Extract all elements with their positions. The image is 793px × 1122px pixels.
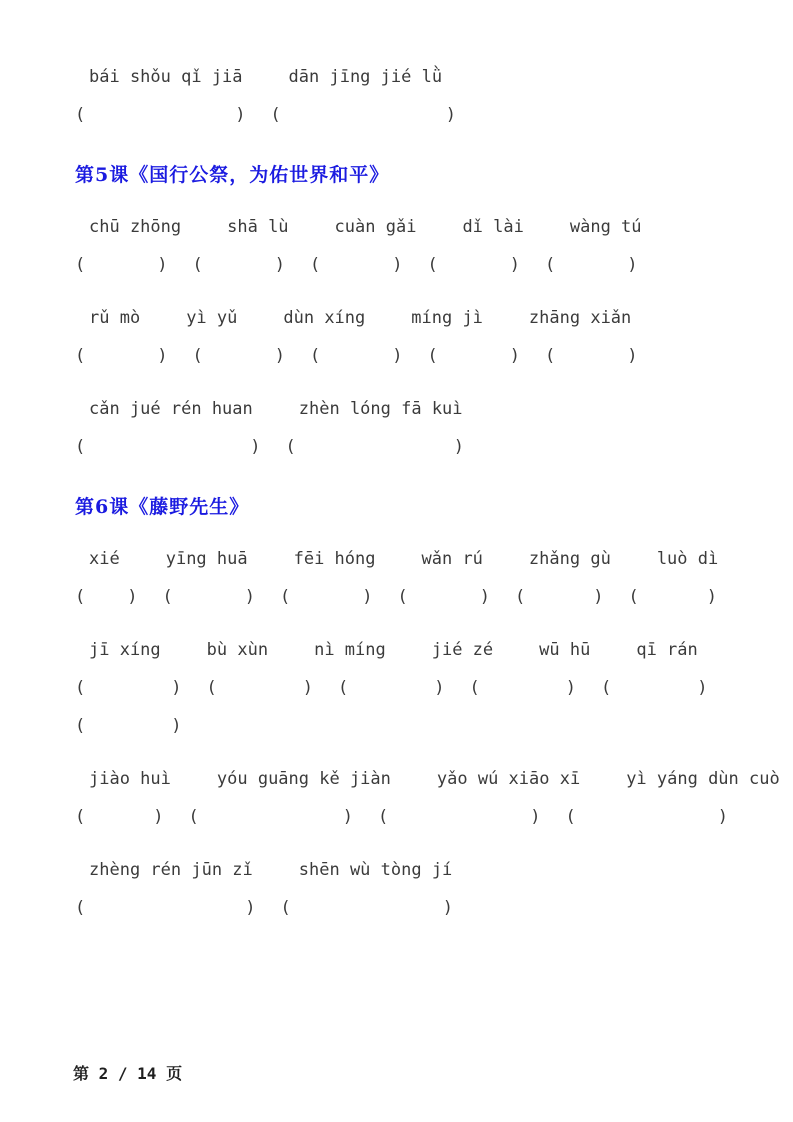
answer-blank <box>75 707 182 745</box>
open-paren: ( <box>378 807 389 827</box>
pinyin-line <box>75 851 748 889</box>
close-paren: ) <box>434 678 445 698</box>
pinyin-word: jié zé <box>431 640 494 660</box>
blank-space <box>320 360 392 361</box>
open-paren: ( <box>310 255 321 275</box>
pinyin-word: zhǎng gù <box>528 549 611 569</box>
blank-space <box>388 821 530 822</box>
pinyin-word: bù xùn <box>206 640 269 660</box>
close-paren: ) <box>157 346 168 366</box>
blank-space <box>408 601 480 602</box>
close-paren: ) <box>342 807 353 827</box>
word-row <box>75 208 748 284</box>
close-paren: ) <box>244 587 255 607</box>
open-paren: ( <box>75 898 86 918</box>
blank-space <box>438 269 510 270</box>
close-paren: ) <box>509 255 520 275</box>
lesson-heading: 第6课《藤野先生》 <box>75 496 250 518</box>
pinyin-word: yǎo wú xiāo xī <box>436 769 581 789</box>
answer-blank <box>75 246 168 284</box>
close-paren: ) <box>392 255 403 275</box>
close-paren: ) <box>127 587 138 607</box>
answer-blank <box>189 798 354 836</box>
answer-blank <box>310 337 403 375</box>
blank-space <box>173 601 245 602</box>
pinyin-word: yì yáng dùn cuò <box>626 769 780 789</box>
blank-line <box>75 669 748 745</box>
blank-space <box>291 912 443 913</box>
worksheet-body <box>75 58 780 927</box>
answer-blank <box>75 337 168 375</box>
close-paren: ) <box>153 807 164 827</box>
open-paren: ( <box>75 105 86 125</box>
answer-blank <box>545 337 638 375</box>
answer-blank <box>193 246 286 284</box>
pinyin-word: wū hū <box>539 640 591 660</box>
blank-space <box>203 269 275 270</box>
close-paren: ) <box>235 105 246 125</box>
answer-blank <box>280 578 373 616</box>
pinyin-line <box>75 760 780 798</box>
close-paren: ) <box>697 678 708 698</box>
blank-space <box>85 730 171 731</box>
open-paren: ( <box>192 255 203 275</box>
close-paren: ) <box>479 587 490 607</box>
blank-space <box>290 601 362 602</box>
answer-blank <box>378 798 541 836</box>
open-paren: ( <box>397 587 408 607</box>
close-paren: ) <box>274 255 285 275</box>
answer-blank <box>338 669 445 707</box>
pinyin-word: dùn xíng <box>283 308 366 328</box>
pinyin-line <box>75 631 748 669</box>
word-row <box>75 851 748 927</box>
pinyin-word: wǎn rú <box>421 549 483 569</box>
open-paren: ( <box>285 437 296 457</box>
answer-blank <box>75 798 164 836</box>
open-paren: ( <box>188 807 199 827</box>
open-paren: ( <box>75 807 86 827</box>
answer-blank <box>193 337 286 375</box>
close-paren: ) <box>245 898 256 918</box>
answer-blank <box>428 337 521 375</box>
answer-blank <box>163 578 256 616</box>
blank-space <box>203 360 275 361</box>
close-paren: ) <box>530 807 541 827</box>
blank-space <box>611 692 697 693</box>
open-paren: ( <box>75 437 86 457</box>
open-paren: ( <box>75 716 86 736</box>
close-paren: ) <box>250 437 261 457</box>
answer-blank <box>398 578 491 616</box>
open-paren: ( <box>206 678 217 698</box>
pinyin-line <box>75 208 748 246</box>
pinyin-word: dān jīng jié lǜ <box>288 67 443 87</box>
answer-blank <box>75 669 182 707</box>
blank-line <box>75 889 748 927</box>
close-paren: ) <box>627 255 638 275</box>
close-paren: ) <box>593 587 604 607</box>
blank-space <box>85 912 245 913</box>
pinyin-word: cǎn jué rén huan <box>89 399 253 419</box>
blank-space <box>296 451 454 452</box>
blank-space <box>199 821 343 822</box>
word-row <box>75 390 748 466</box>
close-paren: ) <box>509 346 520 366</box>
pinyin-word: yì yǔ <box>186 308 238 328</box>
word-row <box>75 631 748 745</box>
pinyin-word: shēn wù tòng jí <box>298 860 453 880</box>
blank-space <box>85 360 157 361</box>
open-paren: ( <box>75 255 86 275</box>
close-paren: ) <box>717 807 728 827</box>
open-paren: ( <box>75 587 86 607</box>
pinyin-word: nì míng <box>314 640 386 660</box>
answer-blank <box>75 96 246 134</box>
open-paren: ( <box>338 678 349 698</box>
pinyin-word: zhāng xiǎn <box>528 308 632 328</box>
blank-space <box>555 360 627 361</box>
open-paren: ( <box>515 587 526 607</box>
open-paren: ( <box>280 898 291 918</box>
answer-blank <box>286 428 465 466</box>
close-paren: ) <box>171 678 182 698</box>
close-paren: ) <box>445 105 456 125</box>
blank-space <box>85 451 250 452</box>
blank-space <box>85 269 157 270</box>
answer-blank <box>428 246 521 284</box>
pinyin-word: cuàn gǎi <box>334 217 417 237</box>
close-paren: ) <box>442 898 453 918</box>
close-paren: ) <box>565 678 576 698</box>
blank-space <box>85 692 171 693</box>
blank-line <box>75 246 748 284</box>
pinyin-word: chū zhōng <box>89 217 182 237</box>
answer-blank <box>207 669 314 707</box>
open-paren: ( <box>162 587 173 607</box>
pinyin-word: dǐ lài <box>462 217 524 237</box>
answer-blank <box>75 889 256 927</box>
blank-line <box>75 798 748 836</box>
blank-space <box>555 269 627 270</box>
answer-blank <box>271 96 457 134</box>
answer-blank <box>75 578 138 616</box>
pinyin-word: wàng tú <box>569 217 642 237</box>
pinyin-word: jī xíng <box>89 640 161 660</box>
word-row <box>75 299 748 375</box>
pinyin-word: rǔ mò <box>89 308 141 328</box>
pinyin-line <box>75 299 748 337</box>
pinyin-line <box>75 390 748 428</box>
close-paren: ) <box>362 587 373 607</box>
open-paren: ( <box>192 346 203 366</box>
close-paren: ) <box>392 346 403 366</box>
answer-blank <box>515 578 604 616</box>
pinyin-word: yīng huā <box>165 549 248 569</box>
pinyin-word: qī rán <box>636 640 698 660</box>
open-paren: ( <box>427 255 438 275</box>
open-paren: ( <box>280 587 291 607</box>
close-paren: ) <box>157 255 168 275</box>
blank-space <box>348 692 434 693</box>
blank-space <box>576 821 718 822</box>
pinyin-word: luò dì <box>656 549 719 569</box>
pinyin-line <box>75 540 748 578</box>
open-paren: ( <box>545 255 556 275</box>
answer-blank <box>281 889 454 927</box>
pinyin-word: shā lù <box>227 217 289 237</box>
pinyin-word: bái shǒu qǐ jiā <box>89 67 243 87</box>
answer-blank <box>470 669 577 707</box>
blank-space <box>438 360 510 361</box>
blank-space <box>281 119 446 120</box>
open-paren: ( <box>75 678 86 698</box>
pinyin-word: fēi hóng <box>293 549 376 569</box>
blank-space <box>217 692 303 693</box>
answer-blank <box>566 798 729 836</box>
pinyin-word: xié <box>89 549 120 569</box>
answer-blank <box>310 246 403 284</box>
answer-blank <box>75 428 261 466</box>
blank-space <box>85 601 127 602</box>
open-paren: ( <box>427 346 438 366</box>
pinyin-word: yóu guāng kě jiàn <box>216 769 391 789</box>
blank-line <box>75 337 748 375</box>
open-paren: ( <box>310 346 321 366</box>
blank-space <box>639 601 707 602</box>
blank-line <box>75 96 748 134</box>
word-row <box>75 760 780 836</box>
open-paren: ( <box>469 678 480 698</box>
open-paren: ( <box>565 807 576 827</box>
open-paren: ( <box>75 346 86 366</box>
pinyin-word: míng jì <box>411 308 483 328</box>
blank-space <box>480 692 566 693</box>
blank-space <box>85 821 153 822</box>
blank-space <box>525 601 593 602</box>
pinyin-word: zhèng rén jūn zǐ <box>89 860 253 880</box>
open-paren: ( <box>545 346 556 366</box>
answer-blank <box>545 246 638 284</box>
answer-blank <box>629 578 718 616</box>
blank-line <box>75 428 748 466</box>
close-paren: ) <box>302 678 313 698</box>
open-paren: ( <box>601 678 612 698</box>
pinyin-word: zhèn lóng fā kuì <box>298 399 463 419</box>
word-row <box>75 540 748 616</box>
pinyin-line <box>75 58 748 96</box>
close-paren: ) <box>627 346 638 366</box>
word-row <box>75 58 748 134</box>
close-paren: ) <box>171 716 182 736</box>
close-paren: ) <box>274 346 285 366</box>
open-paren: ( <box>270 105 281 125</box>
answer-blank <box>601 669 708 707</box>
close-paren: ) <box>706 587 717 607</box>
page-number-footer: 第 2 / 14 页 <box>73 1064 183 1083</box>
close-paren: ) <box>453 437 464 457</box>
blank-space <box>85 119 235 120</box>
blank-line <box>75 578 748 616</box>
lesson-heading: 第5课《国行公祭，为佑世界和平》 <box>75 164 390 186</box>
blank-space <box>320 269 392 270</box>
pinyin-word: jiào huì <box>89 769 171 789</box>
open-paren: ( <box>628 587 639 607</box>
